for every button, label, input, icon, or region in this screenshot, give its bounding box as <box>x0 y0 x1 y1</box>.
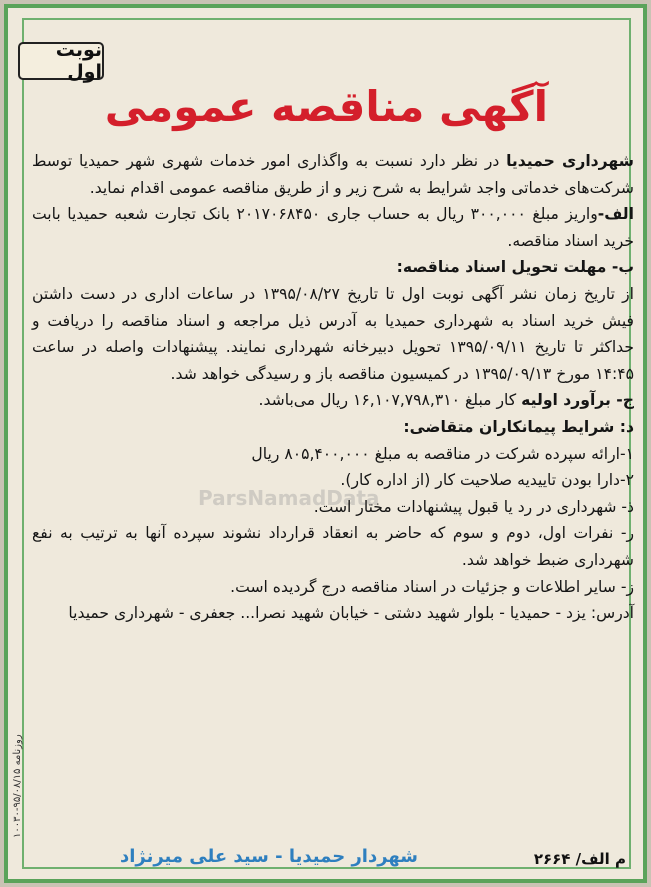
dal-item-2: ۲-دارا بودن تاییدیه صلاحیت کار (از اداره کار). <box>340 471 634 490</box>
section-jim <box>32 387 634 414</box>
address-paragraph: آدرس: یزد - حمیدیا - بلوار شهید دشتی - خیابان شهید نصرا... جعفری - شهرداری حمیدیا <box>68 604 634 623</box>
section-be-label: ب- مهلت تحویل اسناد مناقصه: <box>396 258 634 277</box>
section-jim-text: کار مبلغ ۱۶,۱۰۷,۷۹۸,۳۱۰ ریال می‌باشد. <box>258 391 522 410</box>
section-zal: ذ- شهرداری در رد یا قبول پیشنهادات مختار است. <box>313 497 634 516</box>
section-be-heading <box>32 254 634 281</box>
dal-item-1: ۱-ارائه سپرده شرکت در مناقصه به مبلغ ۸۰۵,۴۰۰,۰۰۰ ریال <box>251 444 634 463</box>
section-alef <box>32 201 634 254</box>
newspaper-clipping <box>4 4 647 883</box>
side-strip-text: روزنامه ۹۵/۰۸/۱۵-۱۰۰۳۰ <box>12 734 23 838</box>
section-alef-label: الف- <box>597 205 634 224</box>
notice-title: آگهی مناقصه عمومی <box>104 82 548 131</box>
section-re: ر- نفرات اول، دوم و سوم که حاضر به انعقاد قرارداد نشوند سپرده آنها به ترتیب به نفع شهرداری ضبط خواهد شد. <box>32 524 634 569</box>
section-be-text: از تاریخ زمان نشر آگهی نوبت اول تا تاریخ ۱۳۹۵/۰۸/۲۷ در ساعات اداری در دست داشتن فیش خرید اسناد به شهرداری حمیدیا به آدرس ذیل مراجعه و اسناد مناقصه را دریافت و حداکثر تا تاریخ ۱۳۹۵/۰۹/۱۱ تحویل دبیرخانه شهرداری نمایند. پیشنهادات واصله در ساعت ۱۴:۴۵ مورخ ۱۳۹۵/۰۹/۱۳ در کمیسیون مناقصه باز و رسیدگی خواهد شد. <box>32 284 634 383</box>
notice-code: م الف/ ۲۶۶۴ <box>533 850 626 868</box>
org-name: شهرداری حمیدیا <box>506 152 634 170</box>
first-round-badge: نوبت اول <box>18 42 104 80</box>
section-ze: ز- سایر اطلاعات و جزئیات در اسناد مناقصه درج گردیده است. <box>230 577 634 596</box>
intro-text: در نظر دارد نسبت به واگذاری امور خدمات شهری شهر حمیدیا توسط شرکت‌های خدماتی واجد شرایط به شرح زیر و از طریق مناقصه عمومی اقدام نماید. <box>32 152 634 197</box>
intro-paragraph <box>32 148 634 201</box>
watermark-text: ParsNamadData <box>198 486 380 510</box>
mayor-signature: شهردار حمیدیا - سید علی میرنژاد <box>119 846 418 867</box>
section-jim-label: ج- برآورد اولیه <box>521 391 634 410</box>
section-dal-label: د: شرایط پیمانکاران متقاضی: <box>403 417 634 436</box>
section-alef-text: واریز مبلغ ۳۰۰,۰۰۰ ریال به حساب جاری ۲۰۱۷۰۶۸۴۵۰ بانک تجارت شعبه حمیدیا بابت خرید اسناد مناقصه. <box>32 205 634 250</box>
section-dal-heading <box>32 414 634 441</box>
notice-body <box>32 148 634 627</box>
